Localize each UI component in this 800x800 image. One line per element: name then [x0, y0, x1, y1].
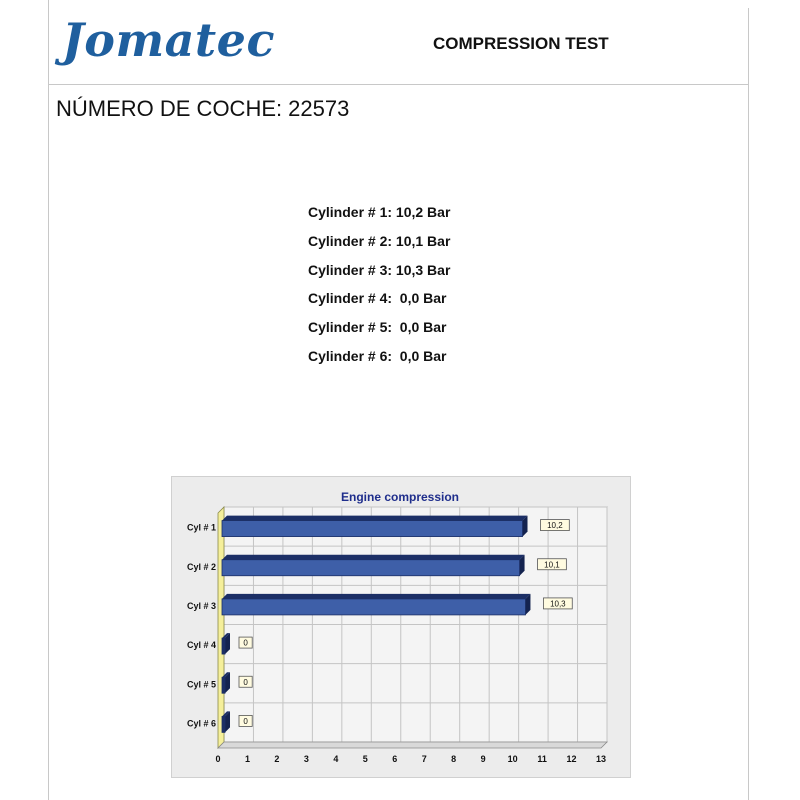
bar	[222, 638, 225, 654]
data-label: 10,3	[550, 599, 566, 609]
data-label: 0	[243, 677, 248, 687]
category-label: Cyl # 5	[186, 679, 216, 690]
x-tick-label: 5	[362, 754, 368, 764]
category-label: Cyl # 6	[186, 718, 216, 729]
chart-left-wall	[218, 507, 224, 748]
category-label: Cyl # 3	[186, 600, 216, 611]
bar	[222, 521, 523, 537]
x-tick-label: 2	[274, 754, 280, 764]
reading-cylinder-5: Cylinder # 5: 0,0 Bar	[308, 319, 447, 336]
chart-canvas	[172, 477, 630, 777]
data-label: 10,2	[547, 521, 563, 531]
engine-compression-chart	[171, 476, 631, 778]
compression-readings	[308, 202, 450, 375]
bar	[222, 677, 225, 693]
header-divider	[48, 84, 748, 85]
x-tick-label: 11	[537, 754, 547, 764]
data-label: 10,1	[544, 560, 560, 570]
bar-top-face	[222, 516, 528, 521]
x-tick-label: 13	[595, 754, 607, 764]
x-tick-label: 6	[392, 754, 398, 764]
bar	[222, 599, 525, 615]
data-label: 0	[243, 716, 248, 726]
page-frame-right	[748, 8, 749, 800]
page-frame-left	[48, 0, 49, 800]
x-tick-label: 4	[333, 754, 339, 764]
x-tick-label: 10	[507, 754, 518, 764]
category-label: Cyl # 4	[186, 640, 216, 651]
x-tick-label: 3	[303, 754, 309, 764]
reading-cylinder-6: Cylinder # 6: 0,0 Bar	[308, 347, 447, 364]
jomatec-logo: Jomatec	[62, 13, 275, 67]
chart-title: Engine compression	[340, 490, 460, 504]
car-number-line	[56, 96, 349, 122]
data-label: 0	[243, 638, 248, 648]
page-title: COMPRESSION TEST	[433, 34, 609, 53]
x-tick-label: 9	[480, 754, 486, 764]
x-tick-label: 7	[421, 754, 427, 764]
bar	[222, 716, 225, 732]
category-label: Cyl # 2	[186, 561, 216, 572]
x-tick-label: 12	[566, 754, 577, 764]
reading-cylinder-4: Cylinder # 4: 0,0 Bar	[308, 290, 447, 307]
car-number-value: 22573	[288, 96, 350, 121]
x-tick-label: 1	[244, 754, 250, 764]
bar-top-face	[222, 555, 525, 560]
bar	[222, 560, 520, 576]
bar-top-face	[222, 594, 530, 599]
car-number-label: NÚMERO DE COCHE:	[56, 96, 283, 121]
x-tick-label: 8	[451, 754, 457, 764]
x-tick-label: 0	[215, 754, 221, 764]
reading-cylinder-3: Cylinder # 3: 10,3 Bar	[308, 261, 451, 278]
category-label: Cyl # 1	[186, 522, 216, 533]
chart-floor	[218, 742, 607, 748]
reading-cylinder-1: Cylinder # 1: 10,2 Bar	[308, 204, 451, 220]
reading-cylinder-2: Cylinder # 2: 10,1 Bar	[308, 232, 451, 249]
